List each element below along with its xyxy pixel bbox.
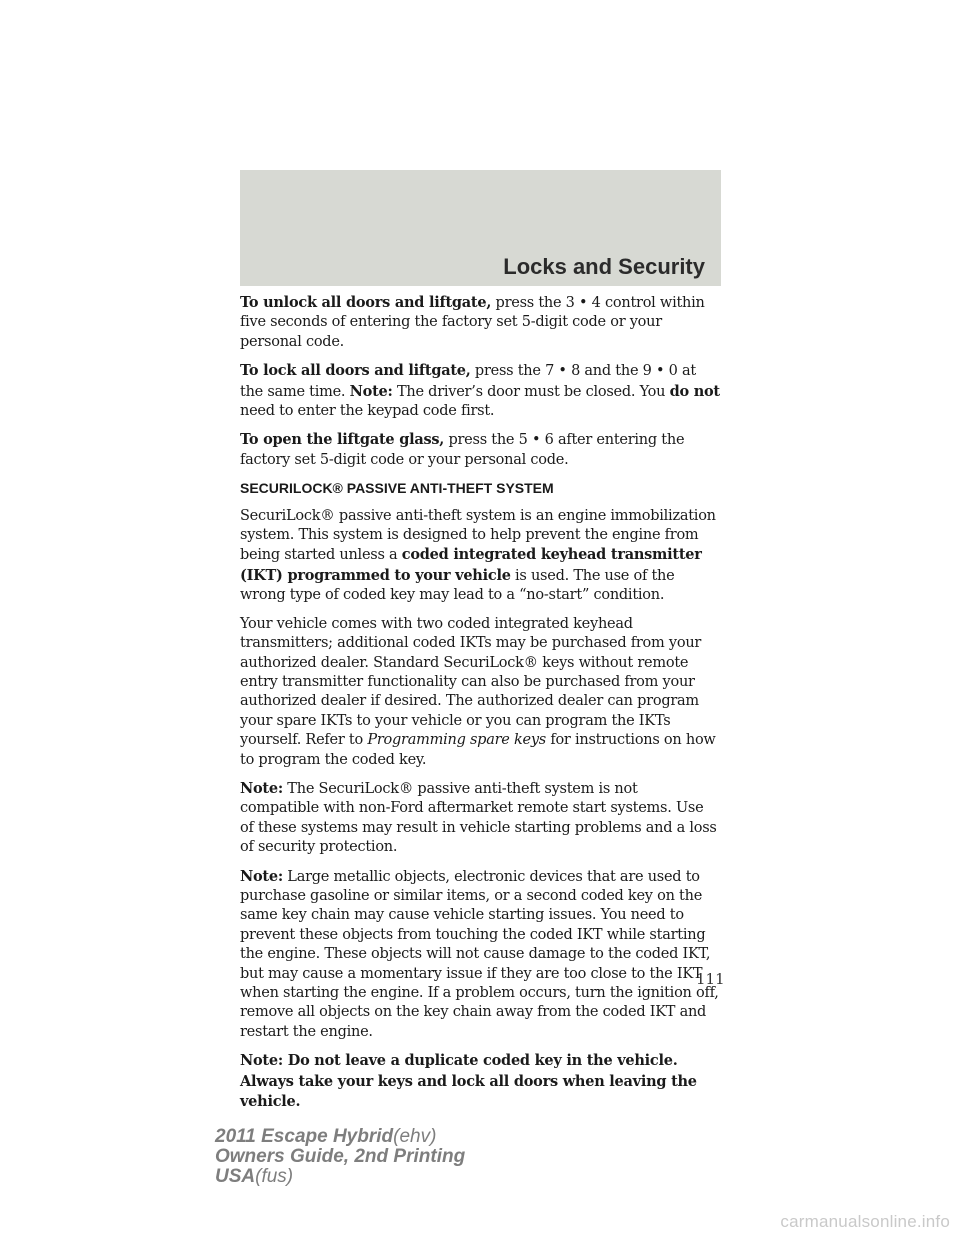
section-title: Locks and Security [503,254,705,279]
paragraph-securilock-intro [240,507,720,606]
footer-model: 2011 Escape Hybrid [215,1126,394,1147]
lock-emphasis: do not [669,382,720,400]
note-remote-label: Note: [240,779,283,797]
footer-edition: Owners Guide, 2nd Printing [215,1146,466,1167]
paragraph-lock [240,361,720,421]
paragraph-note-duplicate-key [240,1051,720,1112]
securilock-intro-bold: coded integrated keyhead transmitter (IKT) programmed to your vehicle [240,546,702,584]
paragraph-note-metallic-objects [240,867,720,1043]
lock-note-label: Note: [349,382,393,400]
unlock-text: press the 3 • 4 control within five seconds of entering the factory set 5-digit code or your personal code. [240,295,705,350]
securilock-intro-text-2: is used. The use of the wrong type of coded key may lead to a “no-start” condition. [240,567,675,604]
lock-text-3: need to enter the keypad code first. [240,403,495,420]
footer-line-market [215,1167,465,1187]
securilock-intro-text-1: SecuriLock® passive anti-theft system is an engine immobilization system. This system is designed to help prevent the engine from being started unless a [240,507,716,564]
footer-market: USA [215,1166,256,1187]
note-duplicate-text: Note: Do not leave a duplicate coded key in the vehicle. Always take your keys and lock all doors when leaving the vehicle. [240,1052,697,1111]
lock-text-1: press the 7 • 8 and the 9 • 0 at the same time. [240,363,696,400]
keys-cross-reference: Programming spare keys [367,732,546,749]
liftgate-glass-lead: To open the liftgate glass, [240,431,445,449]
footer-line-model [215,1127,465,1147]
unlock-lead: To unlock all doors and liftgate, [240,294,492,311]
paragraph-keys [240,615,720,770]
keys-text-2: for instructions on how to program the coded key. [240,732,716,768]
section-heading-securilock: SECURILOCK® PASSIVE ANTI-THEFT SYSTEM [240,480,554,497]
page-number: 111 [696,970,725,988]
page-body [240,293,720,1121]
paragraph-unlock [240,293,720,352]
note-metallic-text: Large metallic objects, electronic devices that are used to purchase gasoline or similar items, or a second coded key on the same key chain may cause vehicle starting issues. You need to prevent these objects from touching the coded IKT while starting the engine. These objects will not cause damage to the coded IKT, but may cause a momentary issue if they are too close to the IKT when starting the engine. If a problem occurs, turn the ignition off, remove all objects on the key chain away from the coded IKT and restart the engine. [240,868,719,1040]
document-footer [215,1127,465,1187]
paragraph-note-remote-start [240,779,720,858]
lock-text-2: The driver’s door must be closed. You [392,383,670,400]
note-remote-text: The SecuriLock® passive anti-theft system is not compatible with non-Ford aftermarket remote start systems. Use of these systems may result in vehicle starting problems and a loss of security protection. [240,780,717,856]
footer-line-edition [215,1147,465,1167]
paragraph-liftgate-glass [240,430,720,470]
section-header-band [240,170,721,286]
site-watermark: carmanualsonline.info [780,1212,950,1231]
keys-text-1: Your vehicle comes with two coded integrated keyhead transmitters; additional coded IKTs may be purchased from your authorized dealer. Standard SecuriLock® keys without remote entry transmitter functionality can also be purchased from your authorized dealer if desired. The authorized dealer can program your spare IKTs to your vehicle or you can program the IKTs yourself. Refer to [240,615,702,749]
liftgate-glass-text: press the 5 • 6 after entering the factory set 5-digit code or your personal code. [240,432,685,468]
footer-model-code: (ehv) [393,1126,437,1147]
footer-market-code: (fus) [255,1166,294,1187]
note-metallic-label: Note: [240,867,283,885]
lock-lead: To lock all doors and liftgate, [240,362,471,380]
